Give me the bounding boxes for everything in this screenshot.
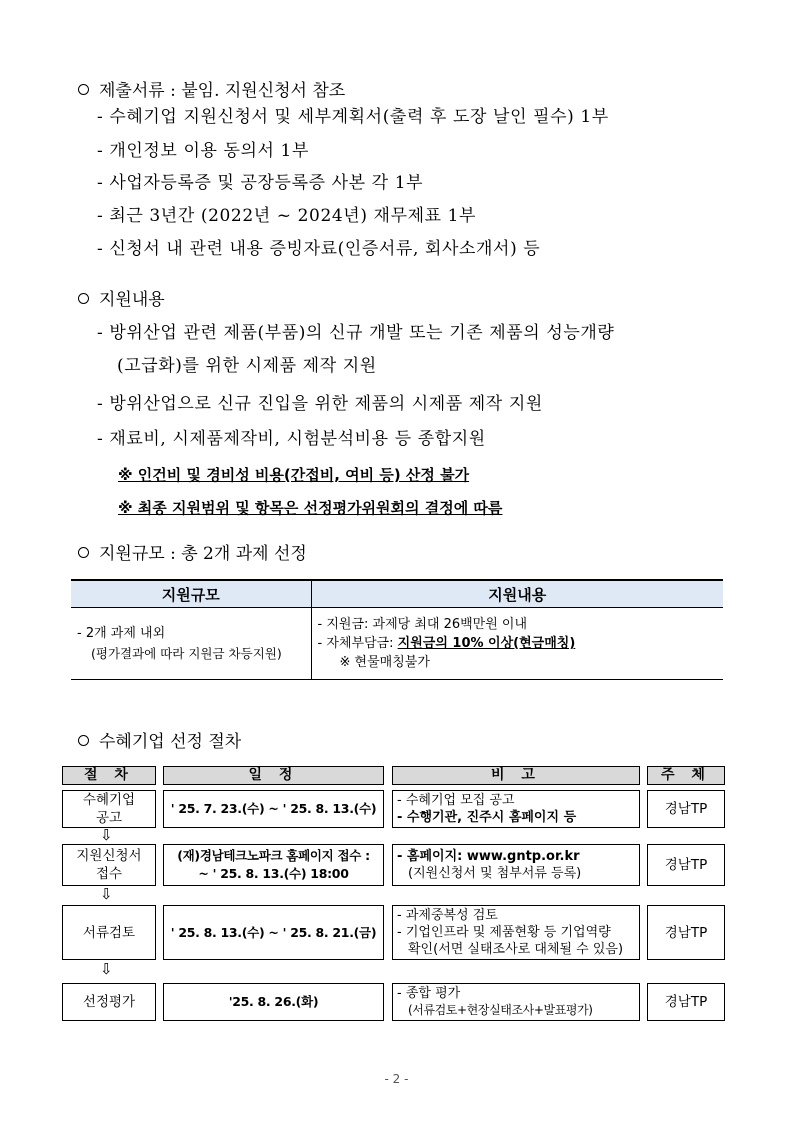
heading-text: 제출서류 : 붙임. 지원신청서 참조: [99, 81, 346, 101]
step-3-note-line-2: - 기업인프라 및 제품현황 등 기업역량: [397, 925, 611, 940]
step-2-note: [392, 844, 640, 886]
procedure-header-step: 절 차: [62, 766, 156, 785]
docs-item-3: - 사업자등록증 및 공장등록증 사본 각 1부: [97, 173, 424, 193]
procedure-header-owner: 주 체: [647, 766, 725, 785]
docs-item-5: - 신청서 내 관련 내용 증빙자료(인증서류, 회사소개서) 등: [97, 239, 541, 259]
step-1-name: [62, 790, 156, 828]
step-3-note: [392, 905, 640, 960]
step-1-note: [392, 790, 640, 828]
procedure-header-note: 비 고: [392, 766, 640, 785]
down-arrow-icon: ⇩: [100, 960, 113, 978]
section-heading-scale: [78, 543, 307, 565]
step-2-name: [62, 844, 156, 886]
circle-bullet-icon: [78, 735, 89, 746]
scale-content-line-2: [318, 634, 718, 653]
step-2-schedule-line-2: ~ ' 25. 8. 13.(수) 18:00: [198, 866, 349, 881]
step-1-name-line-2: 공고: [95, 810, 123, 826]
step-1-note-line-2: - 수행기관, 진주시 홈페이지 등: [397, 810, 577, 825]
heading-text: 지원규모 : 총 2개 과제 선정: [99, 544, 307, 564]
line-prefix: - 자체부담금:: [317, 636, 398, 651]
step-4-note: [392, 983, 640, 1021]
step-1-note-line-1: - 수혜기업 모집 공고: [397, 793, 515, 808]
step-1-schedule: ' 25. 7. 23.(수) ~ ' 25. 8. 13.(수): [163, 790, 384, 828]
step-2-note-line-2: (지원신청서 및 첨부서류 등록): [408, 866, 582, 881]
step-3-owner: 경남TP: [647, 905, 725, 960]
scale-size-sub: (평가결과에 따라 지원금 차등지원): [91, 645, 282, 661]
scale-content-line-3: ※ 현물매칭불가: [339, 655, 430, 670]
step-3-schedule: ' 25. 8. 13.(수) ~ ' 25. 8. 21.(금): [163, 905, 384, 960]
scale-header-content: 지원내용: [311, 580, 723, 608]
step-4-note-line-2: (서류검토+현장실태조사+발표평가): [408, 1003, 593, 1017]
step-3-name: 서류검토: [62, 905, 156, 960]
section-heading-procedure: [78, 731, 241, 753]
step-4-schedule: '25. 8. 26.(화): [163, 983, 384, 1021]
page-number: - 2 -: [384, 1072, 409, 1086]
step-2-name-line-1: 지원신청서: [76, 848, 142, 864]
down-arrow-icon: ⇩: [100, 826, 113, 844]
scale-header-size: 지원규모: [71, 580, 311, 608]
content-item-1: - 방위산업 관련 제품(부품)의 신규 개발 또는 기존 제품의 성능개량: [97, 323, 615, 343]
procedure-header-schedule: 일 정: [163, 766, 384, 785]
circle-bullet-icon: [78, 84, 89, 95]
heading-text: 지원내용: [99, 290, 165, 310]
step-2-name-line-2: 접수: [95, 866, 123, 882]
step-3-note-line-1: - 과제중복성 검토: [397, 908, 498, 923]
section-heading-docs: [78, 80, 345, 102]
heading-text: 수혜기업 선정 절차: [99, 732, 242, 752]
docs-item-2: - 개인정보 이용 동의서 1부: [97, 141, 309, 161]
scale-content-emphasis: 지원금의 10% 이상(현금매칭): [397, 636, 576, 651]
section-heading-content: [78, 289, 165, 311]
content-note-2: ※ 최종 지원범위 및 항목은 선정평가위원회의 결정에 따름: [118, 499, 503, 517]
step-2-schedule: [163, 844, 384, 886]
scale-cell-size: [71, 608, 311, 680]
scale-size-main: - 2개 과제 내외: [77, 625, 166, 641]
content-item-2: - 방위산업으로 신규 진입을 위한 제품의 시제품 제작 지원: [97, 394, 543, 414]
content-item-3: - 재료비, 시제품제작비, 시험분석비용 등 종합지원: [97, 429, 486, 449]
step-1-name-line-1: 수혜기업: [82, 792, 136, 808]
circle-bullet-icon: [78, 547, 89, 558]
step-2-owner: 경남TP: [647, 844, 725, 886]
step-2-note-line-1: - 홈페이지: www.gntp.or.kr: [397, 849, 580, 864]
step-4-name: 선정평가: [62, 983, 156, 1021]
step-4-note-line-1: - 종합 평가: [397, 986, 461, 1001]
scale-cell-content: [311, 608, 723, 680]
content-item-1-cont: (고급화)를 위한 시제품 제작 지원: [117, 356, 377, 376]
step-1-owner: 경남TP: [647, 790, 725, 828]
docs-item-1: - 수혜기업 지원신청서 및 세부계획서(출력 후 도장 날인 필수) 1부: [97, 107, 609, 127]
down-arrow-icon: ⇩: [100, 885, 113, 903]
content-note-1: ※ 인건비 및 경비성 비용(간접비, 여비 등) 산정 불가: [118, 466, 470, 484]
circle-bullet-icon: [78, 293, 89, 304]
step-2-schedule-line-1: (재)경남테크노파크 홈페이지 접수 :: [177, 848, 370, 863]
step-3-note-line-3: 확인(서면 실태조사로 대체될 수 있음): [408, 942, 624, 957]
step-4-owner: 경남TP: [647, 983, 725, 1021]
scale-content-line-1: - 지원금: 과제당 최대 26백만원 이내: [317, 617, 528, 632]
docs-item-4: - 최근 3년간 (2022년 ~ 2024년) 재무제표 1부: [97, 206, 477, 226]
scale-table: [71, 579, 723, 680]
